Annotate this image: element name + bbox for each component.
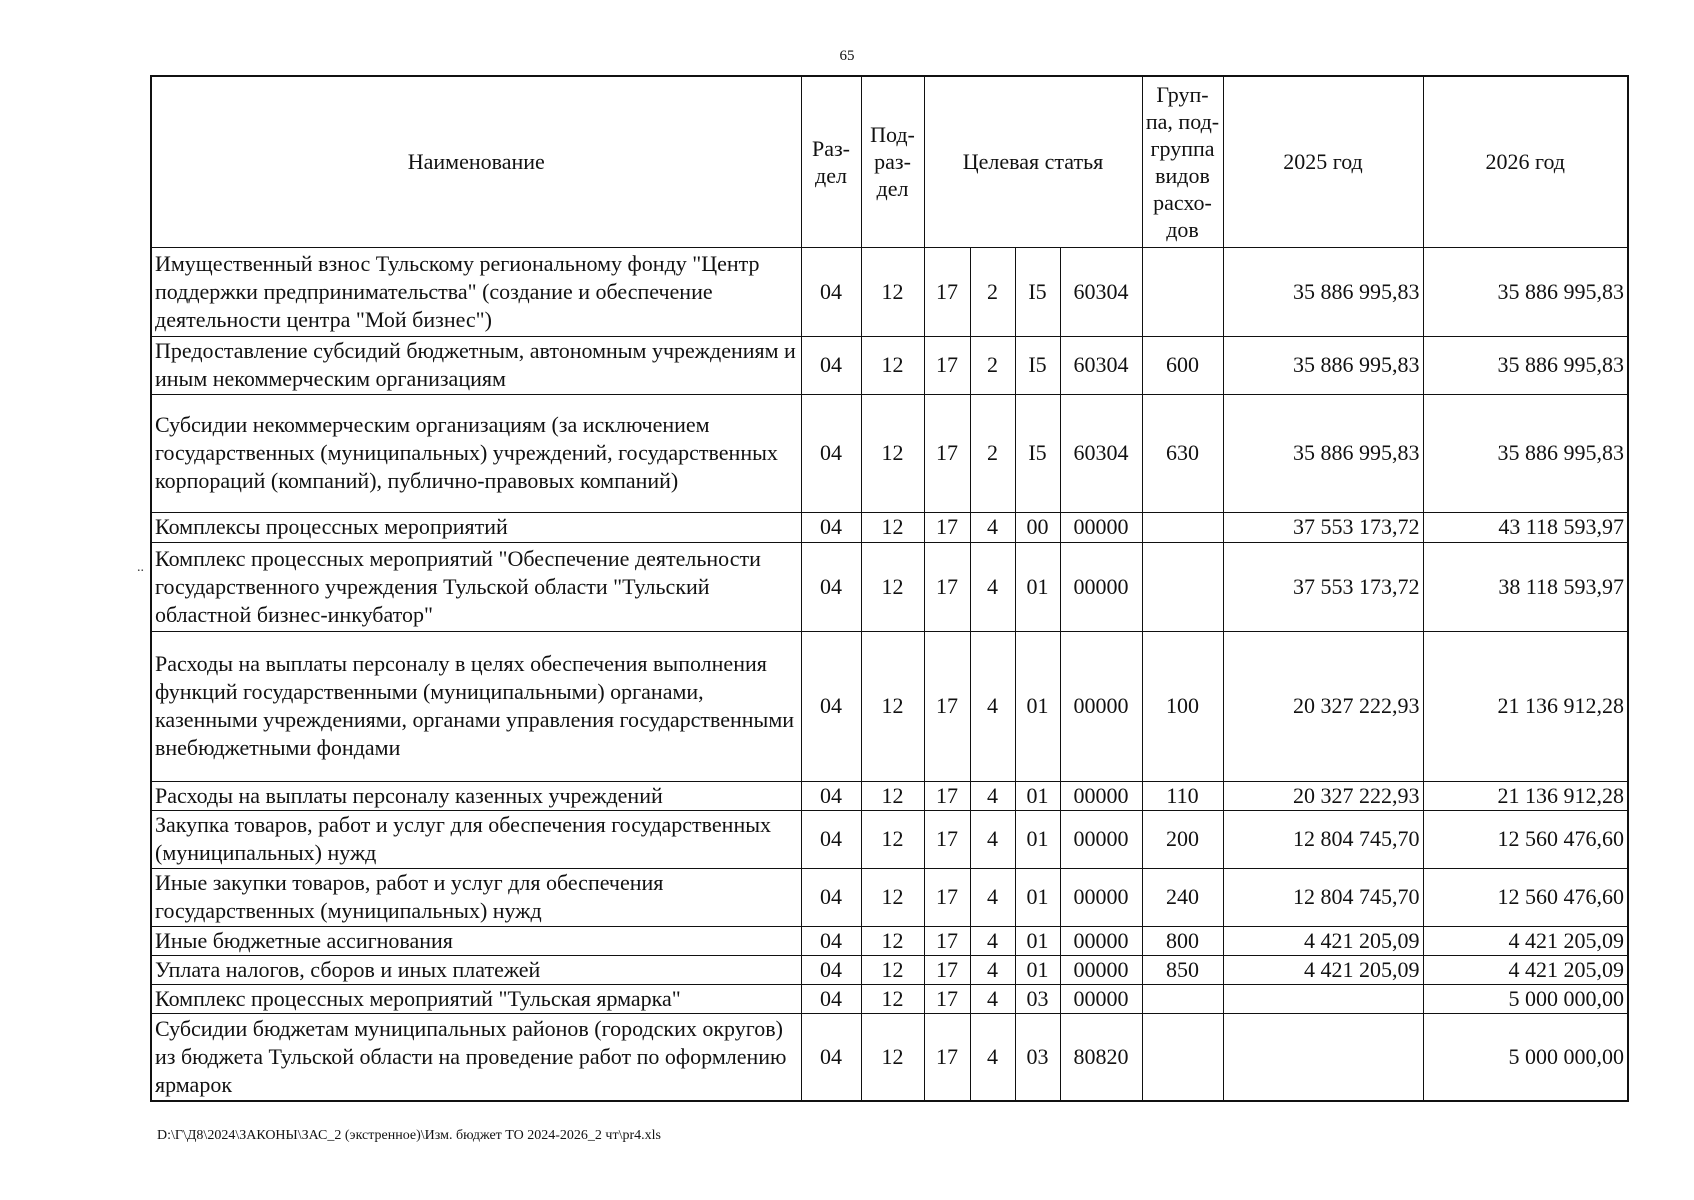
- row-expense-group: 100: [1142, 631, 1223, 781]
- row-amount-2025: 37 553 173,72: [1223, 542, 1423, 631]
- row-expense-group: 200: [1142, 810, 1223, 868]
- row-name: Расходы на выплаты персоналу в целях обеспечения выполнения функций государственными (муниципальными) органами, казенными учреждениями, органами управления государственными внебюджетными фондами: [151, 631, 801, 781]
- row-amount-2026: 12 560 476,60: [1423, 868, 1628, 926]
- row-section: 04: [801, 336, 861, 394]
- row-target-program: 17: [924, 810, 970, 868]
- row-subsection: 12: [861, 984, 924, 1013]
- scan-mark: ..: [137, 560, 144, 575]
- row-expense-group: [1142, 1013, 1223, 1101]
- row-amount-2026: 38 118 593,97: [1423, 542, 1628, 631]
- row-amount-2025: [1223, 984, 1423, 1013]
- row-target-type: 4: [970, 631, 1015, 781]
- row-amount-2025: 35 886 995,83: [1223, 394, 1423, 512]
- row-target-program: 17: [924, 394, 970, 512]
- row-name: Расходы на выплаты персоналу казенных учреждений: [151, 781, 801, 810]
- row-section: 04: [801, 1013, 861, 1101]
- table-row: [151, 781, 1628, 810]
- row-subsection: 12: [861, 1013, 924, 1101]
- row-target-direction: 60304: [1060, 394, 1142, 512]
- row-target-element: 01: [1015, 631, 1060, 781]
- row-target-type: 4: [970, 810, 1015, 868]
- table-row: [151, 1013, 1628, 1101]
- row-amount-2025: 37 553 173,72: [1223, 512, 1423, 542]
- row-expense-group: 850: [1142, 955, 1223, 984]
- row-target-type: 4: [970, 1013, 1015, 1101]
- row-target-type: 4: [970, 781, 1015, 810]
- row-amount-2026: 21 136 912,28: [1423, 781, 1628, 810]
- row-subsection: 12: [861, 247, 924, 336]
- row-expense-group: 110: [1142, 781, 1223, 810]
- row-target-type: 4: [970, 984, 1015, 1013]
- row-target-element: I5: [1015, 247, 1060, 336]
- row-amount-2025: 12 804 745,70: [1223, 810, 1423, 868]
- row-subsection: 12: [861, 542, 924, 631]
- row-name: Иные закупки товаров, работ и услуг для обеспечения государственных (муниципальных) нужд: [151, 868, 801, 926]
- row-amount-2025: 20 327 222,93: [1223, 631, 1423, 781]
- row-target-element: 01: [1015, 810, 1060, 868]
- row-target-element: 01: [1015, 868, 1060, 926]
- row-section: 04: [801, 781, 861, 810]
- table-row: [151, 955, 1628, 984]
- row-name: Субсидии бюджетам муниципальных районов (городских округов) из бюджета Тульской области на проведение работ по оформлению ярмарок: [151, 1013, 801, 1101]
- table-body: [151, 247, 1628, 1101]
- row-section: 04: [801, 542, 861, 631]
- table-row: [151, 631, 1628, 781]
- row-subsection: 12: [861, 926, 924, 955]
- row-expense-group: 800: [1142, 926, 1223, 955]
- row-amount-2025: 20 327 222,93: [1223, 781, 1423, 810]
- row-name: Предоставление субсидий бюджетным, автономным учреждениям и иным некоммерческим организациям: [151, 336, 801, 394]
- row-section: 04: [801, 394, 861, 512]
- row-target-direction: 60304: [1060, 336, 1142, 394]
- file-path-footer: D:\Г\Д8\2024\ЗАКОНЫ\ЗАС_2 (экстренное)\Изм. бюджет ТО 2024-2026_2 чт\pr4.xls: [157, 1128, 661, 1143]
- row-section: 04: [801, 926, 861, 955]
- row-target-type: 2: [970, 394, 1015, 512]
- row-target-direction: 00000: [1060, 926, 1142, 955]
- row-amount-2025: 12 804 745,70: [1223, 868, 1423, 926]
- row-name: Иные бюджетные ассигнования: [151, 926, 801, 955]
- table-row: [151, 394, 1628, 512]
- row-target-element: 01: [1015, 781, 1060, 810]
- row-subsection: 12: [861, 336, 924, 394]
- table-header-row: [151, 76, 1628, 247]
- row-subsection: 12: [861, 394, 924, 512]
- row-target-direction: 00000: [1060, 984, 1142, 1013]
- row-target-direction: 00000: [1060, 542, 1142, 631]
- row-section: 04: [801, 247, 861, 336]
- row-name: Субсидии некоммерческим организациям (за исключением государственных (муниципальных) учреждений, государственных корпораций (компаний), публично-правовых компаний): [151, 394, 801, 512]
- table-row: [151, 512, 1628, 542]
- row-expense-group: 600: [1142, 336, 1223, 394]
- header-expense-group: Груп-па, под-группа видов расхо-дов: [1142, 76, 1223, 247]
- table-row: [151, 542, 1628, 631]
- row-expense-group: [1142, 984, 1223, 1013]
- row-amount-2025: 35 886 995,83: [1223, 247, 1423, 336]
- row-section: 04: [801, 631, 861, 781]
- row-amount-2026: 12 560 476,60: [1423, 810, 1628, 868]
- row-target-direction: 00000: [1060, 868, 1142, 926]
- row-target-element: I5: [1015, 336, 1060, 394]
- row-target-program: 17: [924, 955, 970, 984]
- row-target-direction: 00000: [1060, 631, 1142, 781]
- row-section: 04: [801, 512, 861, 542]
- row-amount-2026: 5 000 000,00: [1423, 1013, 1628, 1101]
- row-target-direction: 00000: [1060, 781, 1142, 810]
- row-target-direction: 60304: [1060, 247, 1142, 336]
- row-name: Комплексы процессных мероприятий: [151, 512, 801, 542]
- row-subsection: 12: [861, 810, 924, 868]
- row-expense-group: [1142, 542, 1223, 631]
- row-amount-2025: 35 886 995,83: [1223, 336, 1423, 394]
- row-amount-2025: [1223, 1013, 1423, 1101]
- row-subsection: 12: [861, 512, 924, 542]
- row-target-direction: 80820: [1060, 1013, 1142, 1101]
- row-target-type: 4: [970, 868, 1015, 926]
- row-amount-2025: 4 421 205,09: [1223, 926, 1423, 955]
- row-target-type: 2: [970, 247, 1015, 336]
- row-target-element: I5: [1015, 394, 1060, 512]
- table-row: [151, 336, 1628, 394]
- row-section: 04: [801, 810, 861, 868]
- row-target-type: 4: [970, 926, 1015, 955]
- row-expense-group: [1142, 247, 1223, 336]
- row-target-program: 17: [924, 336, 970, 394]
- row-expense-group: 630: [1142, 394, 1223, 512]
- row-name: Закупка товаров, работ и услуг для обеспечения государственных (муниципальных) нужд: [151, 810, 801, 868]
- row-section: 04: [801, 868, 861, 926]
- row-target-program: 17: [924, 984, 970, 1013]
- row-subsection: 12: [861, 631, 924, 781]
- row-target-direction: 00000: [1060, 810, 1142, 868]
- row-section: 04: [801, 955, 861, 984]
- row-target-program: 17: [924, 1013, 970, 1101]
- row-target-element: 01: [1015, 955, 1060, 984]
- header-target-article: Целевая статья: [924, 76, 1142, 247]
- row-amount-2025: 4 421 205,09: [1223, 955, 1423, 984]
- table-row: [151, 247, 1628, 336]
- row-amount-2026: 5 000 000,00: [1423, 984, 1628, 1013]
- row-target-element: 03: [1015, 1013, 1060, 1101]
- row-subsection: 12: [861, 955, 924, 984]
- table-row: [151, 984, 1628, 1013]
- row-target-type: 2: [970, 336, 1015, 394]
- row-expense-group: [1142, 512, 1223, 542]
- row-section: 04: [801, 984, 861, 1013]
- row-target-program: 17: [924, 781, 970, 810]
- row-target-type: 4: [970, 512, 1015, 542]
- header-section: Раз-дел: [801, 76, 861, 247]
- row-name: Комплекс процессных мероприятий "Обеспечение деятельности государственного учреждения Тульской области "Тульский областной бизнес-инкубатор": [151, 542, 801, 631]
- table-row: [151, 926, 1628, 955]
- budget-table: [150, 75, 1629, 1102]
- row-target-direction: 00000: [1060, 955, 1142, 984]
- header-name: Наименование: [151, 76, 801, 247]
- header-subsection: Под-раз-дел: [861, 76, 924, 247]
- header-year-2025: 2025 год: [1223, 76, 1423, 247]
- row-target-element: 01: [1015, 542, 1060, 631]
- row-target-program: 17: [924, 868, 970, 926]
- row-name: Имущественный взнос Тульскому региональному фонду "Центр поддержки предпринимательства" (создание и обеспечение деятельности центра "Мой бизнес"): [151, 247, 801, 336]
- row-target-program: 17: [924, 512, 970, 542]
- row-target-element: 03: [1015, 984, 1060, 1013]
- table-row: [151, 868, 1628, 926]
- row-expense-group: 240: [1142, 868, 1223, 926]
- row-name: Комплекс процессных мероприятий "Тульская ярмарка": [151, 984, 801, 1013]
- row-target-program: 17: [924, 926, 970, 955]
- row-target-element: 00: [1015, 512, 1060, 542]
- table-row: [151, 810, 1628, 868]
- row-amount-2026: 43 118 593,97: [1423, 512, 1628, 542]
- row-amount-2026: 21 136 912,28: [1423, 631, 1628, 781]
- row-amount-2026: 4 421 205,09: [1423, 955, 1628, 984]
- row-target-element: 01: [1015, 926, 1060, 955]
- row-target-type: 4: [970, 542, 1015, 631]
- row-amount-2026: 35 886 995,83: [1423, 247, 1628, 336]
- page-number: 65: [839, 48, 855, 64]
- row-amount-2026: 35 886 995,83: [1423, 394, 1628, 512]
- row-subsection: 12: [861, 868, 924, 926]
- row-target-program: 17: [924, 542, 970, 631]
- row-subsection: 12: [861, 781, 924, 810]
- row-name: Уплата налогов, сборов и иных платежей: [151, 955, 801, 984]
- row-amount-2026: 4 421 205,09: [1423, 926, 1628, 955]
- row-target-direction: 00000: [1060, 512, 1142, 542]
- row-target-program: 17: [924, 631, 970, 781]
- row-target-program: 17: [924, 247, 970, 336]
- row-target-type: 4: [970, 955, 1015, 984]
- header-year-2026: 2026 год: [1423, 76, 1628, 247]
- row-amount-2026: 35 886 995,83: [1423, 336, 1628, 394]
